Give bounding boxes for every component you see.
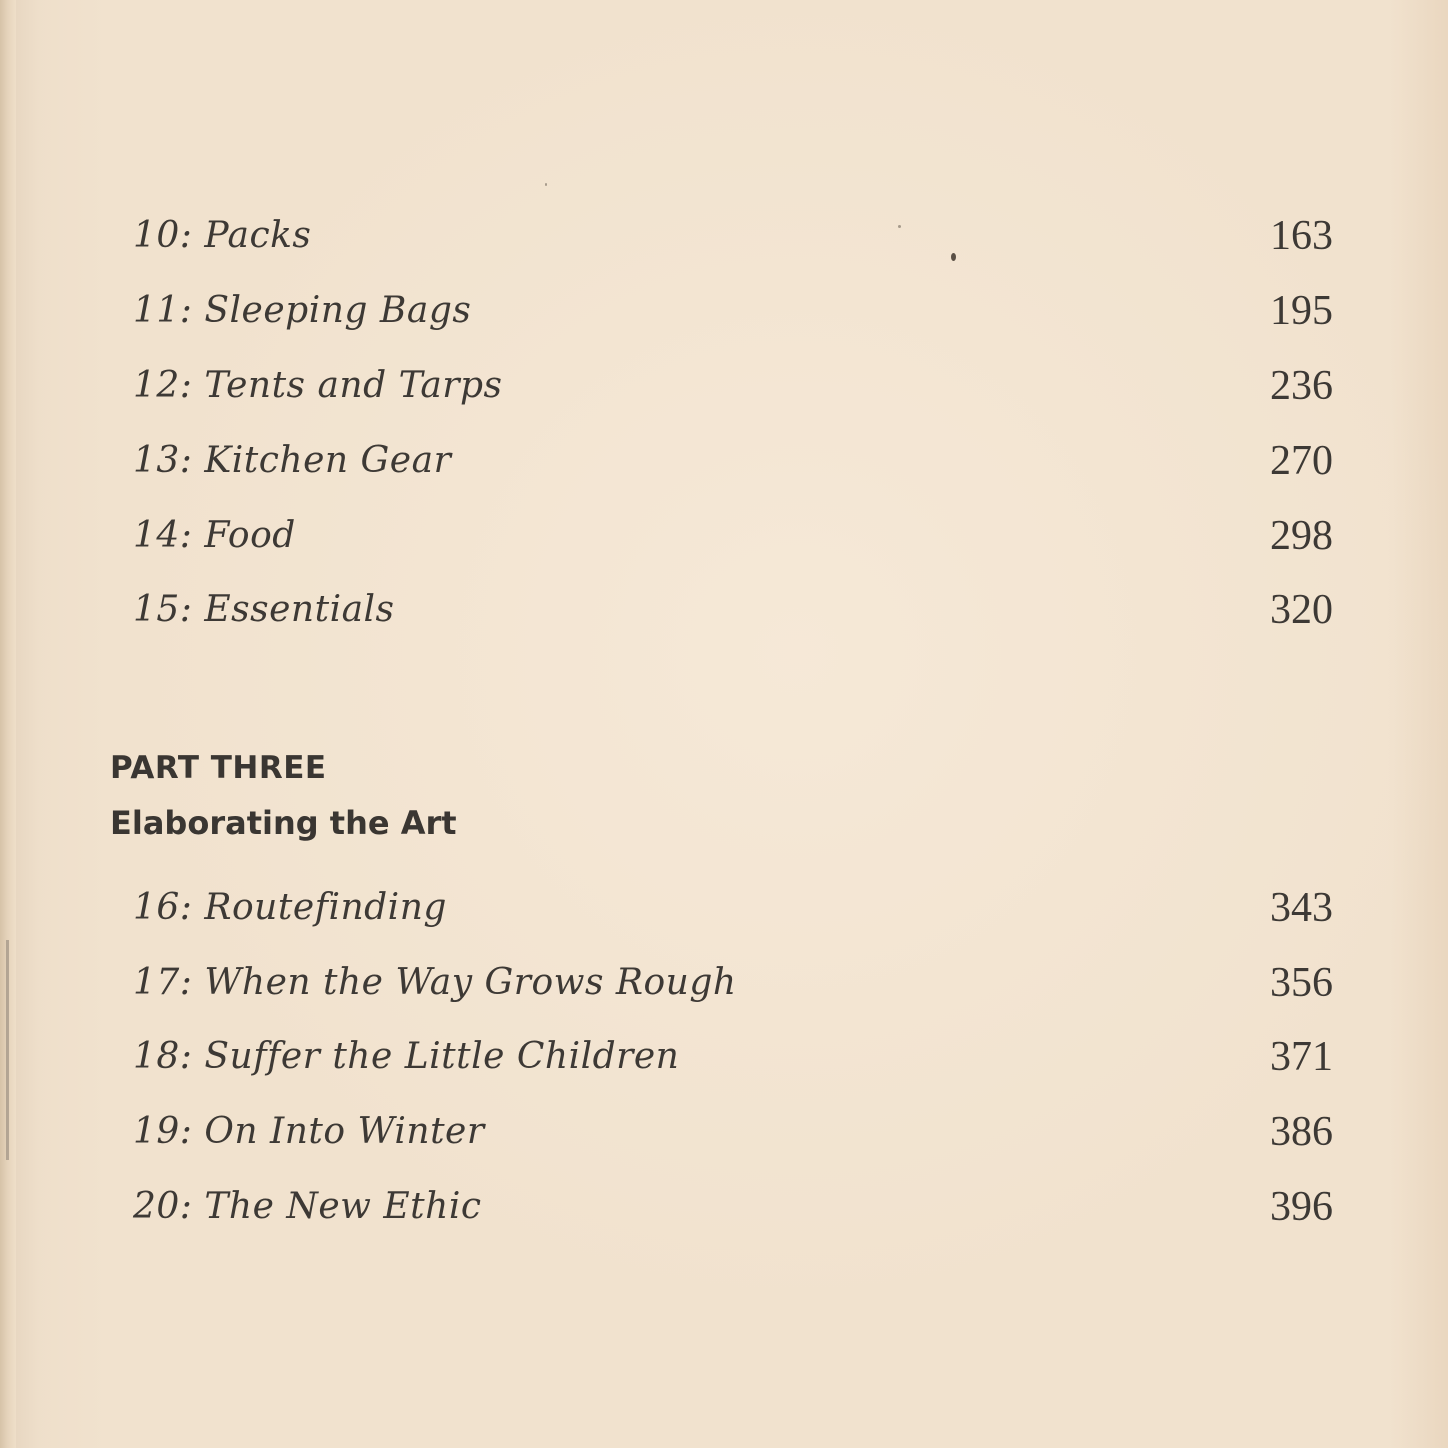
toc-entry-15	[133, 584, 1333, 644]
chapter-title: 16: Routefinding	[133, 887, 447, 928]
page-number: 356	[1270, 960, 1333, 1006]
chapter-title: 17: When the Way Grows Rough	[133, 962, 737, 1003]
chapter-title: 12: Tents and Tarps	[133, 365, 503, 406]
page-number: 195	[1270, 288, 1333, 334]
page-number: 236	[1270, 363, 1333, 409]
toc-entry-10	[133, 210, 1333, 270]
part-title: Elaborating the Art	[110, 804, 457, 842]
page-number: 396	[1270, 1184, 1333, 1230]
page-number: 320	[1270, 587, 1333, 633]
chapter-title: 14: Food	[133, 515, 296, 556]
toc-entry-16	[133, 882, 1333, 942]
toc-entry-12	[133, 360, 1333, 420]
chapter-title: 10: Packs	[133, 215, 312, 256]
page-number: 270	[1270, 438, 1333, 484]
page-number: 371	[1270, 1034, 1333, 1080]
binding-shadow	[6, 940, 9, 1160]
page-number: 386	[1270, 1109, 1333, 1155]
toc-entry-11	[133, 285, 1333, 345]
toc-entry-13	[133, 435, 1333, 495]
part-label: PART THREE	[110, 750, 327, 786]
toc-entry-20	[133, 1181, 1333, 1241]
toc-entry-19	[133, 1106, 1333, 1166]
chapter-title: 11: Sleeping Bags	[133, 290, 472, 331]
paper-speck	[545, 183, 547, 186]
chapter-title: 13: Kitchen Gear	[133, 440, 452, 481]
toc-entry-17	[133, 957, 1333, 1017]
page-number: 298	[1270, 513, 1333, 559]
page-number: 163	[1270, 213, 1333, 259]
chapter-title: 19: On Into Winter	[133, 1111, 485, 1152]
chapter-title: 15: Essentials	[133, 589, 395, 630]
toc-entry-14	[133, 510, 1333, 570]
toc-entry-18	[133, 1031, 1333, 1091]
page-number: 343	[1270, 885, 1333, 931]
chapter-title: 18: Suffer the Little Children	[133, 1036, 680, 1077]
chapter-title: 20: The New Ethic	[133, 1186, 482, 1227]
page-edge	[0, 0, 16, 1448]
